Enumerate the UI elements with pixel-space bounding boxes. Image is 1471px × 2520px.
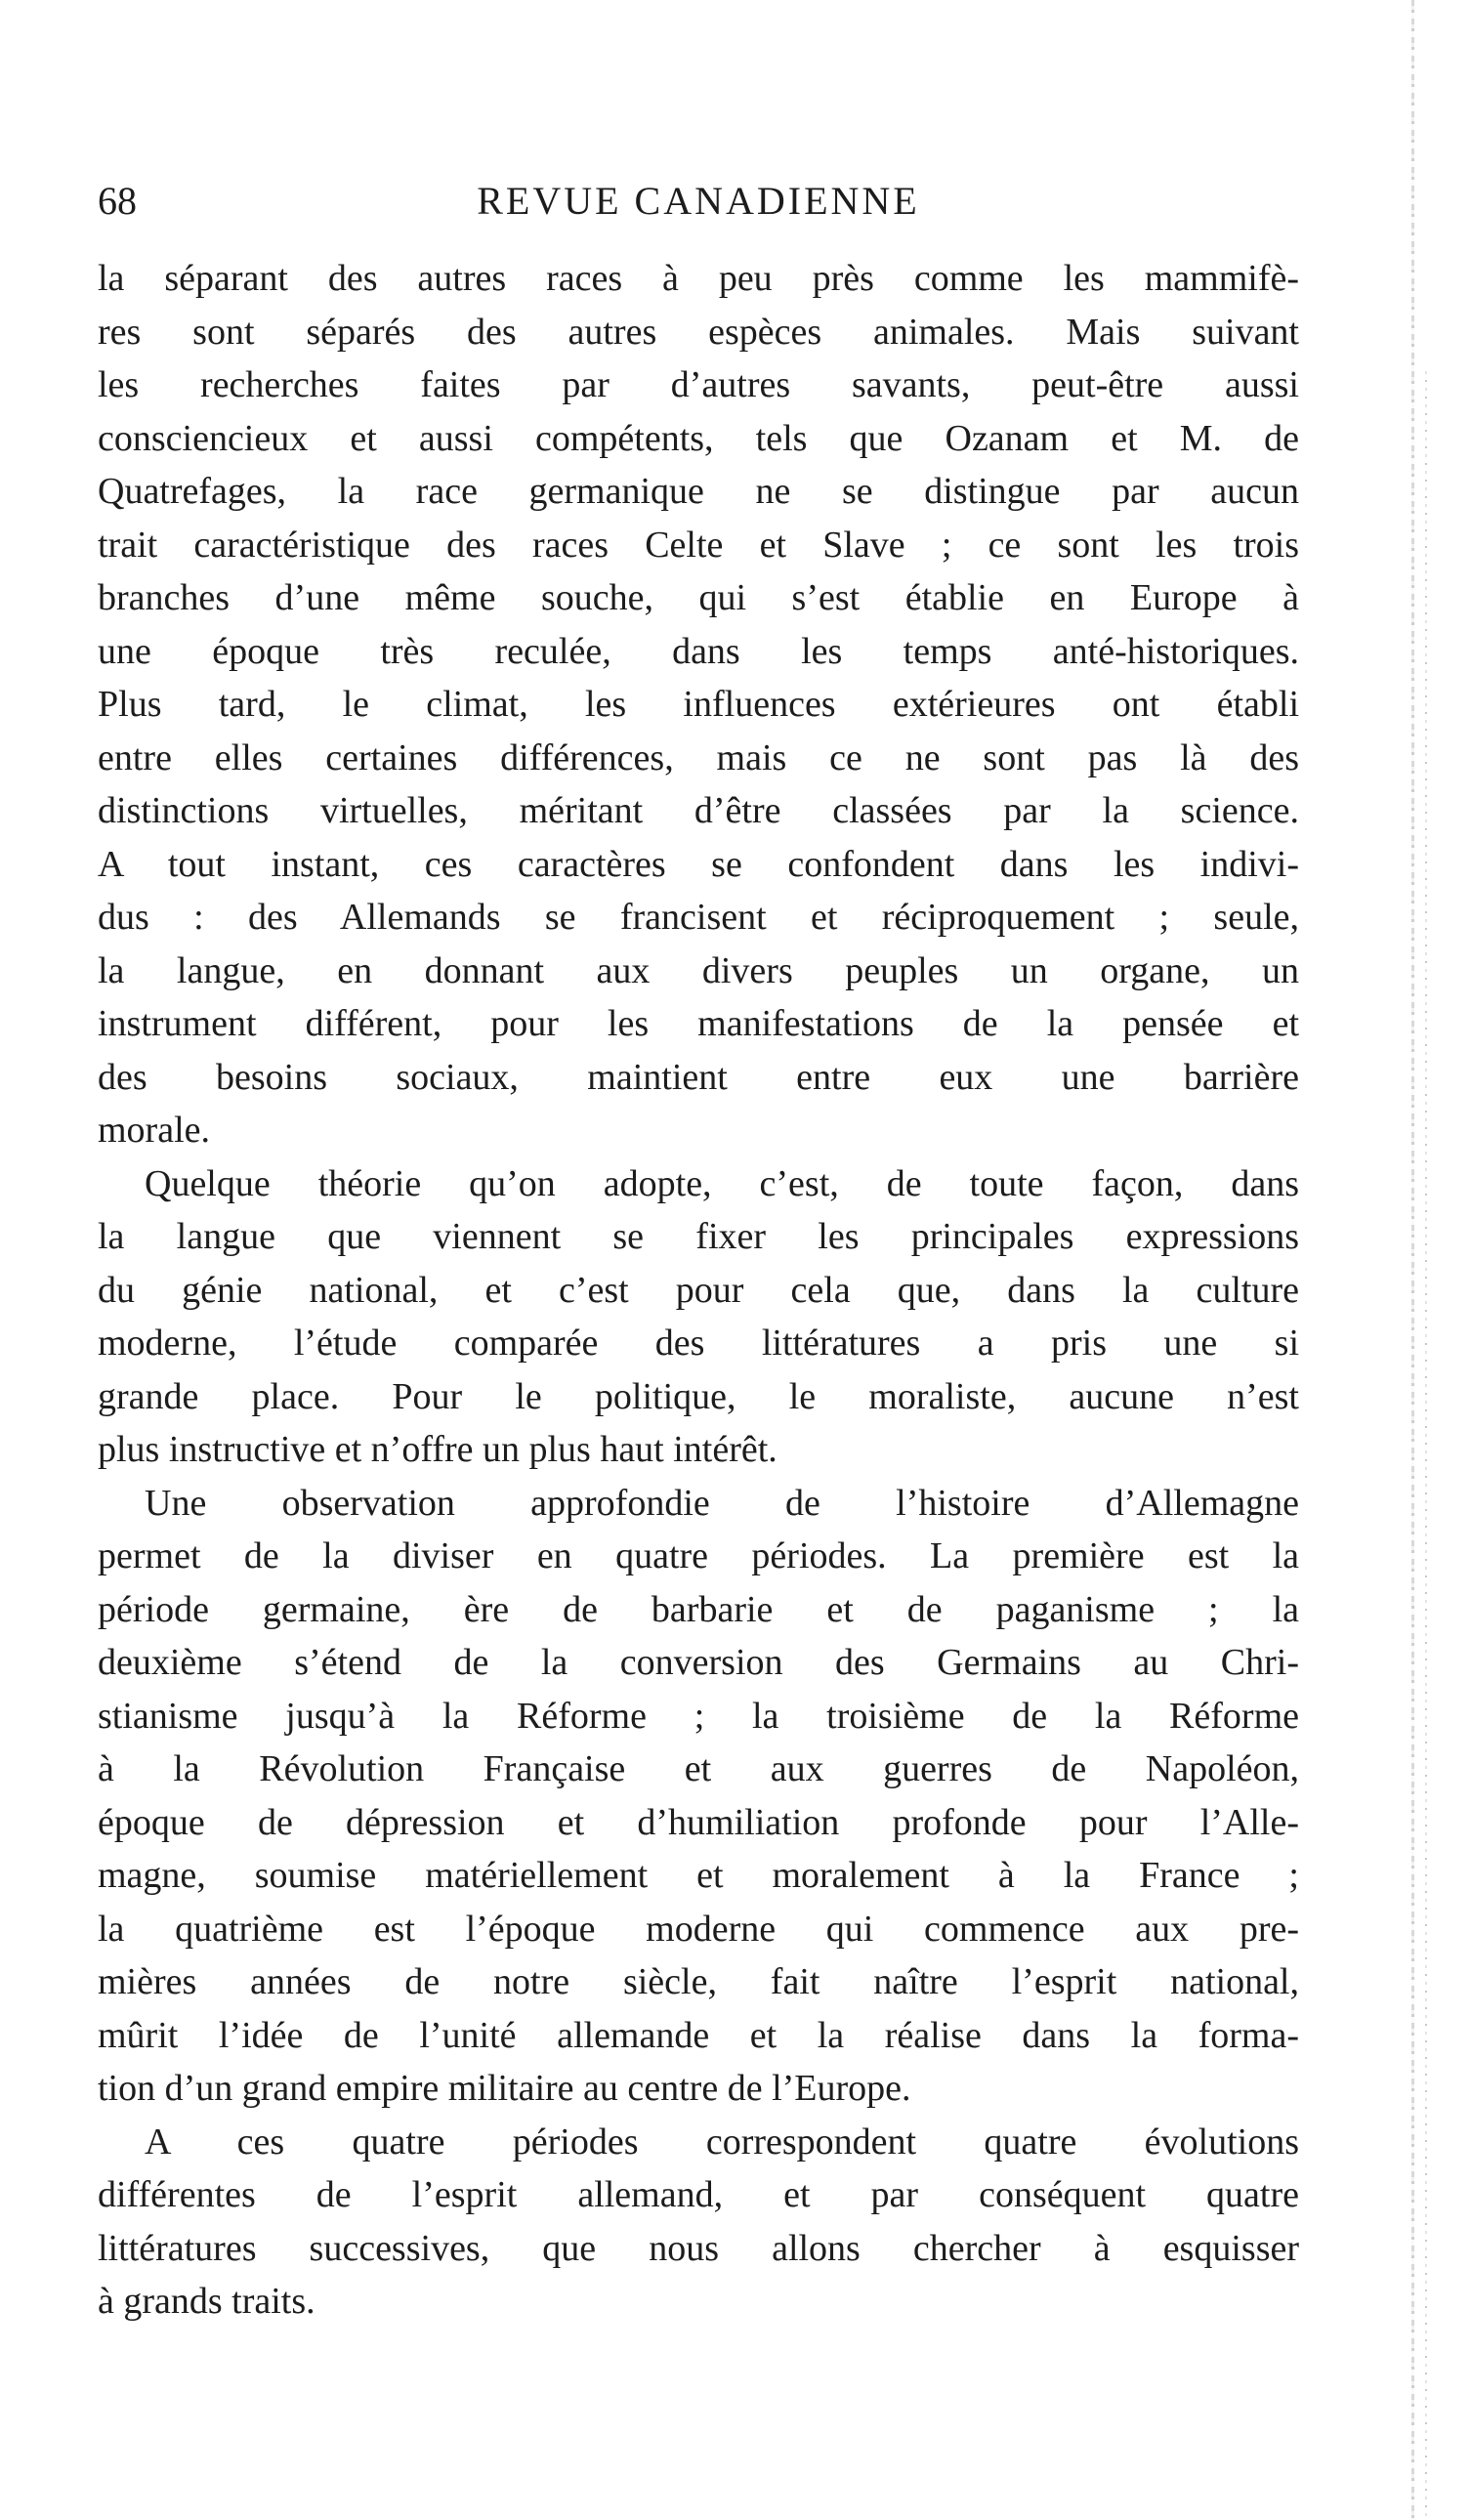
text-line: à grands traits. [98,2281,315,2322]
text-line: période germaine, ère de barbarie et de paganisme ; la [98,1588,1299,1630]
text-line: res sont séparés des autres espèces animales. Mais suivant [98,311,1299,353]
scan-edge-shadow [1411,0,1414,2520]
text-line: permet de la diviser en quatre périodes. La première est la [98,1535,1299,1576]
text-line: trait caractéristique des races Celte et Slave ; ce sont les trois [98,524,1299,566]
scan-edge-shadow [1425,371,1427,2520]
text-line: à la Révolution Française et aux guerres de Napoléon, [98,1748,1299,1789]
text-line: les recherches faites par d’autres savants, peut-être aussi [98,364,1299,405]
paragraph-3 [98,1477,1299,2116]
text-line: plus instructive et n’offre un plus haut intérêt. [98,1429,778,1470]
text-line: tion d’un grand empire militaire au centre de l’Europe. [98,2068,911,2109]
text-line: instrument différent, pour les manifestations de la pensée et [98,1003,1299,1044]
text-line: littératures successives, que nous allons chercher à esquisser [98,2227,1299,2269]
text-line: A ces quatre périodes correspondent quatre évolutions [145,2121,1299,2163]
text-line: Quatrefages, la race germanique ne se distingue par aucun [98,471,1299,512]
text-line: A tout instant, ces caractères se confondent dans les indivi- [98,843,1299,885]
text-line: la langue que viennent se fixer les principales expressions [98,1216,1299,1257]
text-line: la langue, en donnant aux divers peuples un organe, un [98,949,1299,991]
text-line: moderne, l’étude comparée des littératures a pris une si [98,1323,1299,1364]
text-line: du génie national, et c’est pour cela que, dans la culture [98,1269,1299,1311]
page-number: 68 [98,179,137,223]
text-line: dus : des Allemands se francisent et réciproquement ; seule, [98,897,1299,938]
body-text [98,252,1299,2329]
text-line: distinctions virtuelles, méritant d’être classées par la science. [98,790,1299,831]
text-line: entre elles certaines différences, mais ce ne sont pas là des [98,736,1299,778]
paragraph-4 [98,2116,1299,2329]
text-line: consciencieux et aussi compétents, tels que Ozanam et M. de [98,417,1299,459]
text-line: une époque très reculée, dans les temps anté-historiques. [98,630,1299,672]
text-line: mières années de notre siècle, fait naître l’esprit national, [98,1961,1299,2002]
text-line: époque de dépression et d’humiliation profonde pour l’Alle- [98,1801,1299,1843]
running-title: REVUE CANADIENNE [477,179,920,223]
text-line: grande place. Pour le politique, le moraliste, aucune n’est [98,1375,1299,1417]
text-line: branches d’une même souche, qui s’est établie en Europe à [98,577,1299,618]
page-header [98,172,1299,231]
text-line: la séparant des autres races à peu près comme les mammifè- [98,258,1299,299]
text-line: stianisme jusqu’à la Réforme ; la troisième de la Réforme [98,1695,1299,1737]
text-line: différentes de l’esprit allemand, et par conséquent quatre [98,2174,1299,2215]
text-line: deuxième s’étend de la conversion des Germains au Chri- [98,1642,1299,1683]
text-line: mûrit l’idée de l’unité allemande et la réalise dans la forma- [98,2014,1299,2056]
paragraph-2 [98,1157,1299,1477]
text-line: la quatrième est l’époque moderne qui commence aux pre- [98,1908,1299,1950]
paragraph-1 [98,252,1299,1157]
text-line: Une observation approfondie de l’histoire d’Allemagne [145,1482,1299,1524]
text-line: magne, soumise matériellement et moralement à la France ; [98,1855,1299,1896]
text-line: Plus tard, le climat, les influences extérieures ont établi [98,684,1299,725]
text-line: morale. [98,1110,211,1151]
text-line: Quelque théorie qu’on adopte, c’est, de toute façon, dans [145,1162,1299,1204]
text-line: des besoins sociaux, maintient entre eux une barrière [98,1056,1299,1098]
